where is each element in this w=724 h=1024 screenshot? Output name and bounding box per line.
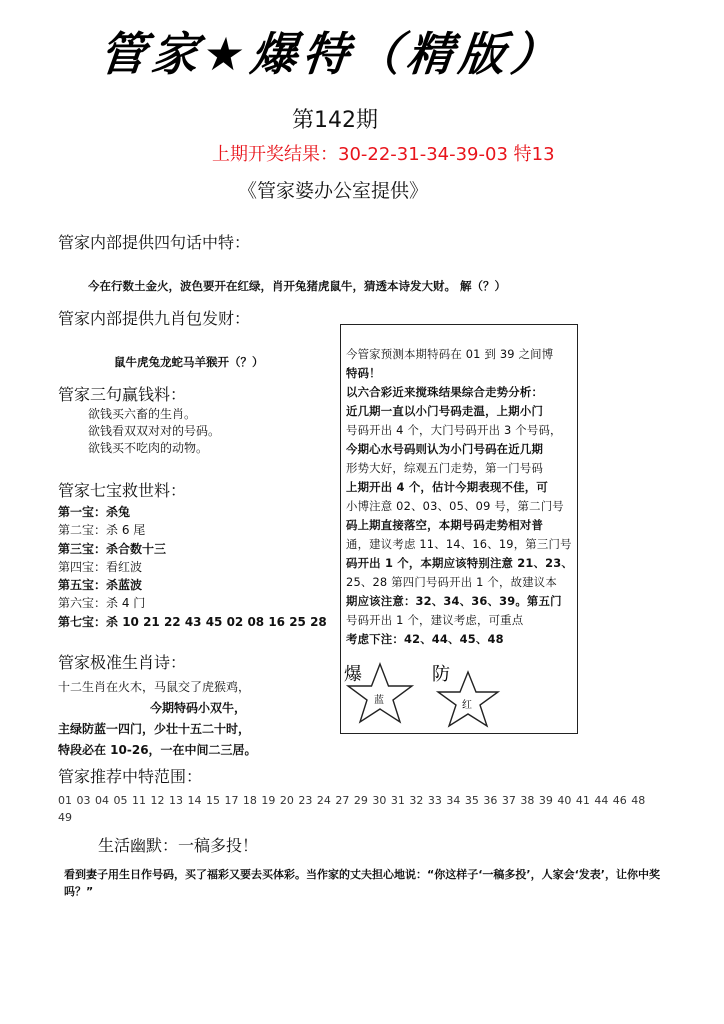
list-item: 欲钱买六畜的生肖。 [88, 407, 197, 421]
list-item: 十二生肖在火木，马鼠交了虎猴鸡， [58, 680, 251, 694]
recommended-numbers: 01 03 04 05 11 12 13 14 15 17 18 19 20 23 24 27 29 30 31 32 33 34 35 36 37 38 39 40 41 44 46 48 49 [58, 794, 646, 824]
humor-story: 看到妻子用生日作号码，买了福彩又要去买体彩。当作家的丈夫担心地说：“你这样子‘一稿多投’，人家会‘发表’，让你中奖吗？” [64, 868, 660, 898]
list-item: 号码开出 4 个，大门号码开出 3 个号码， [346, 423, 562, 437]
list-item: 以六合彩近来搅珠结果综合走势分析： [346, 385, 544, 399]
list-item: 第四宝：看红波 [58, 559, 143, 574]
seven-treasures-list [58, 503, 327, 631]
list-item: 欲钱看双双对对的号码。 [88, 424, 221, 438]
section-heading-seven-treasures: 管家七宝救世料： [58, 481, 187, 500]
list-item: 小博注意 02、03、05、09 号，第二门号 [346, 499, 564, 513]
left-star-label: 蓝 [374, 695, 384, 706]
list-item: 通，建议考虑 11、14、16、19，第三门号 [346, 537, 572, 551]
right-star-label: 红 [462, 700, 472, 711]
list-item: 期应该注意：32、34、36、39。第五门 [346, 594, 562, 608]
three-sentences-list [88, 406, 220, 457]
list-item: 上期开出 4 个，估计今期表现不佳，可 [346, 480, 548, 494]
zodiac-poem [58, 677, 257, 761]
provider-note: 《管家婆办公室提供》 [238, 180, 429, 202]
four-sentences-text: 今在行数土金火，波色要开在红绿，肖开兔猪虎鼠牛，猜透本诗发大财。 解（？） [88, 279, 506, 293]
list-item: 25、28 第四门号码开出 1 个，故建议本 [346, 575, 557, 589]
list-item: 考虑下注：42、44、45、48 [346, 632, 504, 646]
list-item: 特码！ [346, 366, 381, 380]
list-item: 第五宝：杀蓝波 [58, 578, 143, 593]
section-heading-zodiac-poem: 管家极准生肖诗： [58, 653, 187, 672]
list-item: 第二宝：杀 6 尾 [58, 523, 146, 538]
list-item: 第六宝：杀 4 门 [58, 596, 146, 611]
list-item: 今期心水号码则认为小门号码在近几期 [346, 442, 544, 456]
stars-graphic [340, 660, 578, 734]
list-item: 第一宝：杀兔 [58, 505, 131, 519]
section-heading-four-sentences: 管家内部提供四句话中特： [58, 233, 251, 252]
page-title: 管家★爆特（精版） [96, 27, 566, 81]
list-item: 形势大好，综观五门走势，第一门号码 [346, 461, 544, 475]
list-item: 特段必在 10-26，一在中间二三居。 [58, 743, 257, 757]
list-item: 欲钱买不吃肉的动物。 [88, 441, 209, 455]
section-heading-nine-zodiac: 管家内部提供九肖包发财： [58, 309, 251, 328]
nine-zodiac-text: 鼠牛虎兔龙蛇马羊猴开（？） [114, 355, 264, 369]
list-item: 第三宝：杀合数十三 [58, 541, 167, 556]
section-heading-three-sentences: 管家三句赢钱料： [58, 385, 187, 404]
list-item: 号码开出 1 个，建议考虑，可重点 [346, 613, 524, 627]
list-item: 码开出 1 个，本期应该特别注意 21、23、 [346, 556, 573, 570]
right-star-word: 防 [432, 664, 450, 685]
section-heading-humor: 生活幽默：一稿多投！ [98, 836, 259, 855]
section-heading-recommended-range: 管家推荐中特范围： [58, 767, 203, 786]
issue-number: 第142期 [292, 108, 378, 133]
list-item: 主绿防蓝一四门，少壮十五二十时， [58, 722, 251, 736]
list-item: 今期特码小双牛， [150, 701, 247, 715]
analysis-text [346, 345, 576, 649]
list-item: 近几期一直以小门号码走温，上期小门 [346, 404, 544, 418]
list-item: 今管家预测本期特码在 01 到 39 之间博 [346, 347, 554, 361]
list-item: 第七宝：杀 10 21 22 43 45 02 08 16 25 28 [58, 614, 327, 629]
last-result: 上期开奖结果：30-22-31-34-39-03 特13 [212, 144, 555, 165]
left-star-word: 爆 [344, 664, 362, 685]
list-item: 码上期直接落空，本期号码走势相对普 [346, 518, 544, 532]
